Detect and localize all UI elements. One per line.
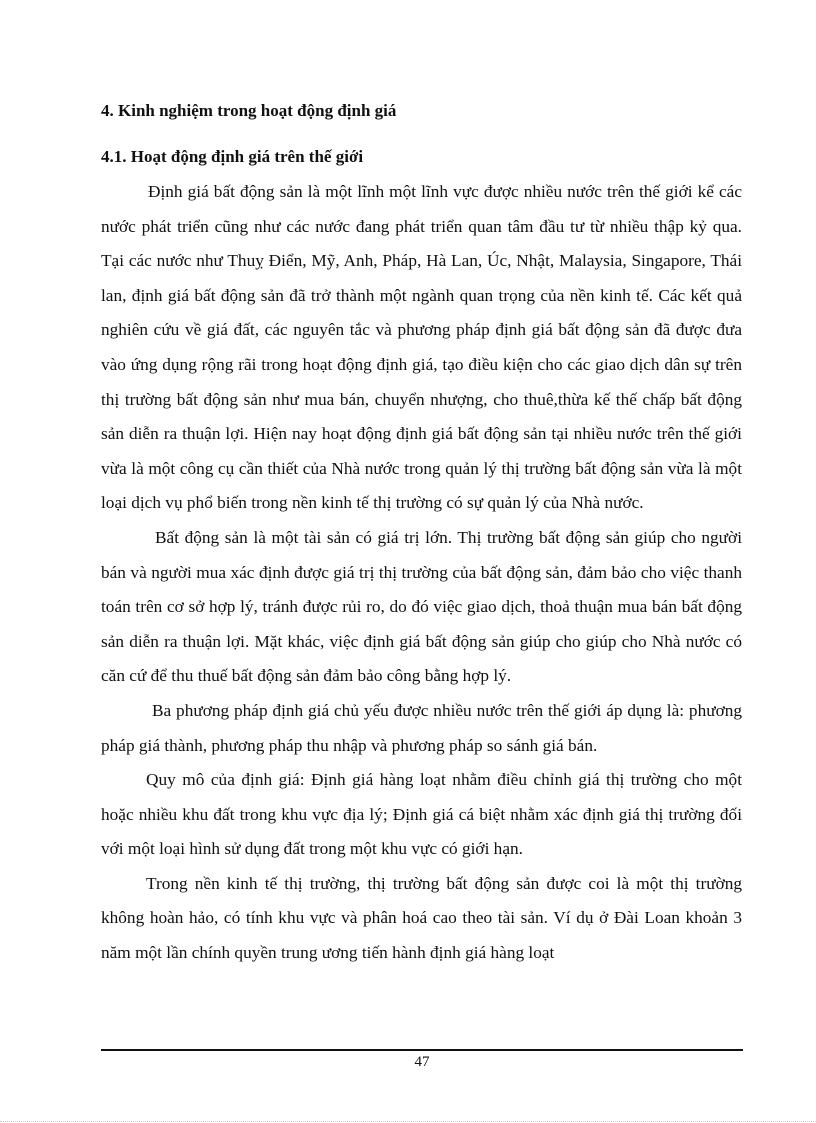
paragraph-4: Quy mô của định giá: Định giá hàng loạt nhằm điều chỉnh giá thị trường cho một hoặc nhiều khu đất trong khu vực địa lý; Định giá cá biệt nhằm xác định giá thị trường đối với một loại hình sử dụng đất trong một khu vực có giới hạn.: [101, 770, 742, 859]
paragraph-5: Trong nền kinh tế thị trường, thị trường bất động sản được coi là một thị trường không hoàn hảo, có tính khu vực và phân hoá cao theo tài sản. Ví dụ ở Đài Loan khoản 3 năm một lần chính quyền trung ương tiến hành định giá hàng loạt: [101, 873, 742, 963]
paragraph-1: Định giá bất động sản là một lĩnh một lĩnh vực được nhiều nước trên thế giới kể các nước phát triển cũng như các nước đang phát triển quan tâm đầu tư từ nhiều thập kỷ qua. Tại các nước như Thuỵ Điển, Mỹ, Anh, Pháp, Hà Lan, Úc, Nhật, Malaysia, Singapore, Thái lan, định giá bất động sản đã trở thành một ngành quan trọng của nền kinh tế. Các kết quả nghiên cứu về giá đất, các nguyên tắc và phương pháp định giá bất động sản đã được đưa vào ứng dụng rộng rãi trong hoạt động định giá, tạo điều kiện cho các giao dịch dân sự trên thị trường bất động sản như mua bán, chuyển nhượng, cho thuê,thừa kế thế chấp bất động sản diễn ra thuận lợi. Hiện nay hoạt động định giá bất động sản tại nhiều nước trên thế giới vừa là một công cụ cần thiết của Nhà nước trong quản lý thị trường bất động sản vừa là một loại dịch vụ phổ biến trong nền kinh tế thị trường có sự quản lý của Nhà nước.: [101, 182, 742, 513]
paragraph-2: Bất động sản là một tài sản có giá trị lớn. Thị trường bất động sản giúp cho người bán và người mua xác định được giá trị thị trường của bất động sản, đảm bảo cho việc thanh toán trên cơ sở hợp lý, tránh được rủi ro, do đó việc giao dịch, thoả thuận mua bán bất động sản diễn ra thuận lợi. Mặt khác, việc định giá bất động sản giúp cho giúp cho Nhà nước có căn cứ để thu thuế bất động sản đảm bảo công bằng hợp lý.: [101, 527, 742, 686]
page-content: [101, 93, 742, 971]
section-heading: 4. Kinh nghiệm trong hoạt động định giá: [101, 101, 397, 120]
paragraph-3: Ba phương pháp định giá chủ yếu được nhiều nước trên thế giới áp dụng là: phương pháp giá thành, phương pháp thu nhập và phương pháp so sánh giá bán.: [101, 700, 742, 755]
page-bottom-border: [0, 1121, 816, 1122]
subsection-heading: 4.1. Hoạt động định giá trên thế giới: [101, 147, 364, 166]
page-number: 47: [414, 1054, 430, 1070]
